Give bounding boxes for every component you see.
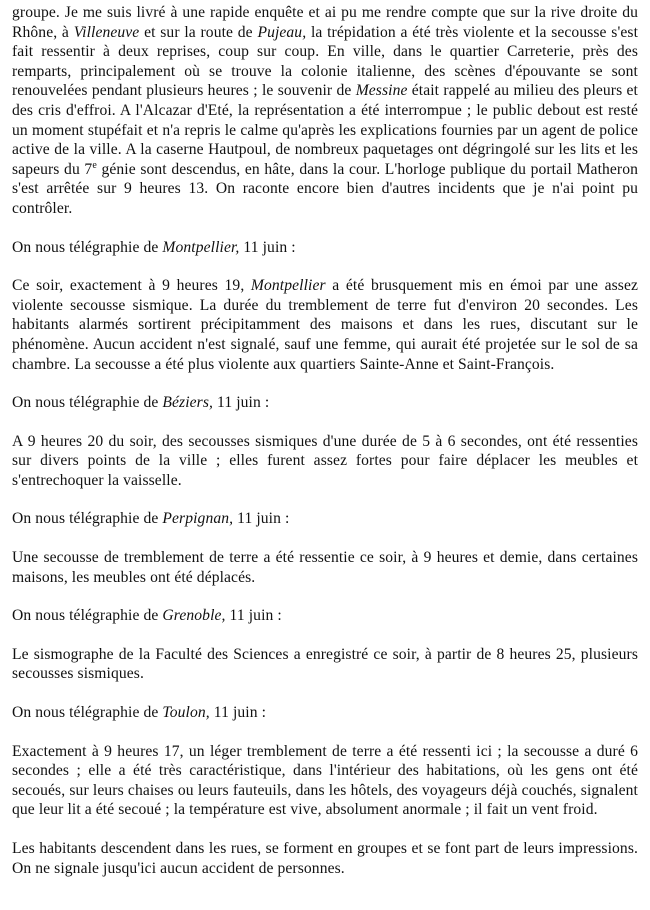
place-name: Toulon, (162, 704, 210, 722)
text-run: Le sismographe de la Faculté des Sciences a enregistré ce soir, à partir de 8 heures 25, plusieurs secousses sismiques. (12, 645, 638, 683)
text-run: génie sont descendus, en hâte, dans la cour. L'horloge publique du portail Matheron s'est arrêtée sur 9 heures 13. On raconte encore bien d'autres incidents que je n'ai point pu contrôler. (12, 160, 639, 217)
place-name: Pujeau, (257, 23, 307, 41)
text-run: 11 juin : (233, 510, 290, 528)
text-run: Exactement à 9 heures 17, un léger tremblement de terre a été ressenti ici ; la secousse a duré 6 secondes ; elle a été très caractéristique, dans l'intérieur des habitations, où les gens ont été secoués, sur leurs chaises ou leurs fauteuils, dans les hôtels, des voyageurs déjà couchés, signalent que leur lit a été secoué ; la température est vive, absolument anormale ; il fait un vent froid. (12, 742, 638, 819)
dateline-beziers (12, 393, 638, 413)
text-run: On nous télégraphie de (12, 238, 163, 256)
text-run: 11 juin : (213, 394, 270, 412)
text-run: Une secousse de tremblement de terre a été ressentie ce soir, à 9 heures et demie, dans certaines maisons, les meubles ont été déplacés. (12, 549, 638, 586)
place-name: Messine (355, 82, 408, 100)
place-name: Villeneuve (73, 23, 140, 41)
ordinal-superscript: e (92, 159, 97, 171)
place-name: Perpignan, (162, 510, 234, 528)
paragraph-toulon-followup (12, 839, 638, 878)
text-run: Les habitants descendent dans les rues, se forment en groupes et se font part de leurs impressions. On ne signale jusqu'ici aucun accident de personnes. (12, 840, 638, 877)
dateline-montpellier (12, 238, 638, 258)
text-run: On nous télégraphie de (12, 510, 163, 528)
paragraph-grenoble (12, 645, 638, 684)
text-run: groupe. Je me suis livré à une rapide enquête et ai pu me rendre compte que sur la rive droite du Rhône, à (12, 4, 638, 41)
text-run: On nous télégraphie de (12, 704, 163, 722)
paragraph-montpellier (12, 276, 638, 374)
text-run: 11 juin : (209, 704, 267, 722)
paragraph-avignon-report (12, 3, 638, 219)
text-run: On nous télégraphie de (12, 607, 163, 625)
place-name: Grenoble, (162, 607, 226, 625)
text-run: a été brusquement mis en émoi par une assez violente secousse sismique. La durée du tremblement de terre fut d'environ 20 secondes. Les habitants alarmés sortirent précipitamment des maisons et dans les rues, discutant sur le phénomène. Aucun accident n'est signalé, sauf une femme, qui aurait été projetée sur le sol de sa chambre. La secousse a été plus violente aux quartiers Sainte-Anne et Saint-François. (12, 277, 638, 373)
paragraph-toulon (12, 742, 638, 820)
text-run: On nous télégraphie de (12, 394, 163, 412)
place-name: Montpellier, (162, 238, 240, 256)
paragraph-beziers (12, 432, 638, 491)
text-run: A 9 heures 20 du soir, des secousses sismiques d'une durée de 5 à 6 secondes, ont été ressenties sur divers points de la ville ; elles furent assez fortes pour faire déplacer les meubles et s'entrechoquer la vaisselle. (12, 432, 638, 489)
text-run: était rappelé au milieu des pleurs et des cris d'effroi. A l'Alcazar d'Eté, la représentation a été interrompue ; le public debout est resté un moment stupéfait et n'a repris le calme qu'après les explications fournies par un agent de police active de la ville. A la caserne Hautpoul, de nombreux paquetages ont dégringolé sur les lits et les sapeurs du 7 (12, 82, 638, 178)
paragraph-perpignan (12, 548, 638, 587)
text-run: et sur la route de (139, 23, 258, 41)
text-run: Ce soir, exactement à 9 heures 19, (12, 277, 251, 295)
dateline-grenoble (12, 606, 638, 626)
place-name: Montpellier (250, 277, 326, 295)
dateline-perpignan (12, 509, 638, 529)
text-run: la trépidation a été très violente et la secousse s'est fait ressentir à deux reprises, coup sur coup. En ville, dans le quartier Carreterie, près des remparts, principalement où se trouve la colonie italienne, des scènes d'épouvante se sont renouvelées pendant plusieurs heures ; le souvenir de (12, 23, 638, 100)
place-name: Béziers, (162, 394, 214, 412)
text-run: 11 juin : (225, 607, 282, 625)
text-run: 11 juin : (239, 238, 296, 256)
dateline-toulon (12, 703, 638, 723)
